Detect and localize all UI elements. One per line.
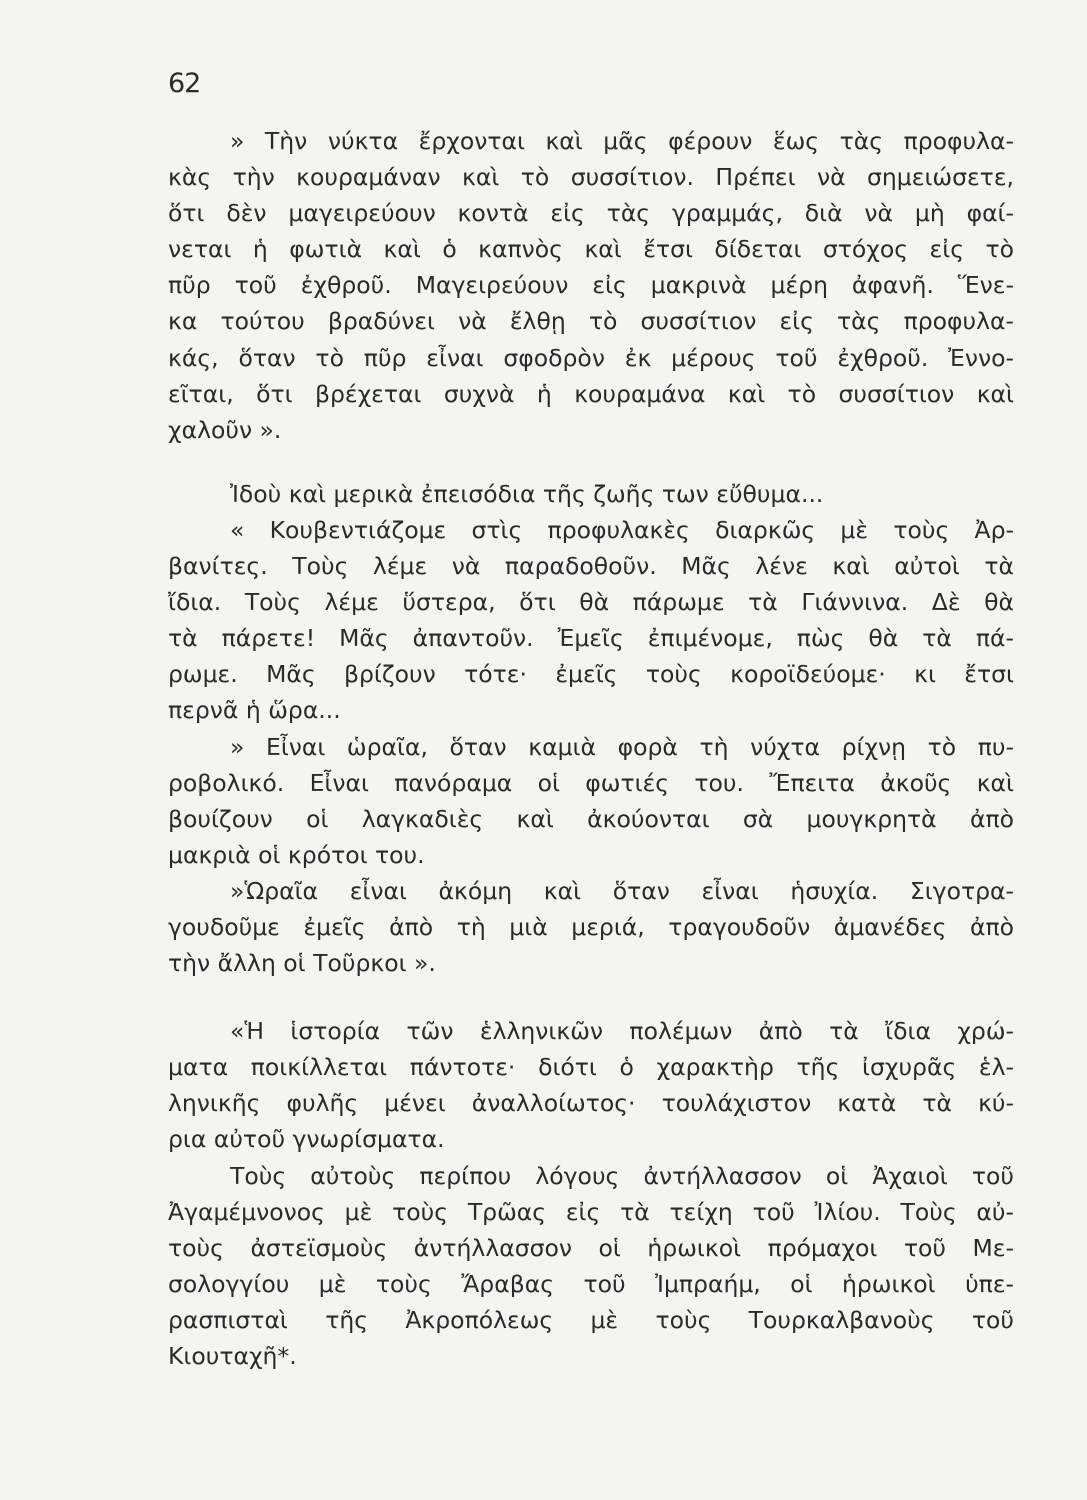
text-line: Κιουταχῆ*. [168,1342,297,1370]
text-line: ματα ποικίλλεται πάντοτε· διότι ὁ χαρακτὴρ τῆς ἰσχυρᾶς ἑλ- [168,1053,1014,1082]
text-line: «Ἡ ἱστορία τῶν ἑλληνικῶν πολέμων ἀπὸ τὰ ἴδια χρώ- [230,1017,1014,1046]
text-line: σολογγίου μὲ τοὺς Ἄραβας τοῦ Ἰμπραήμ, οἱ ἡρωικοὶ ὑπε- [168,1269,1014,1298]
text-line: τὴν ἄλλη οἱ Τοῦρκοι ». [168,949,436,978]
text-line: Ἀγαμέμνονος μὲ τοὺς Τρῶας εἰς τὰ τείχη τοῦ Ἰλίου. Τοὺς αὐ- [168,1197,1014,1226]
text-line: ρωμε. Μᾶς βρίζουν τότε· ἐμεῖς τοὺς κοροϊδεύομε· κι ἔτσι [168,660,1014,689]
text-line: τοὺς ἀστεϊσμοὺς ἀντήλλασσον οἱ ἡρωικοὶ πρόμαχοι τοῦ Με- [168,1233,1014,1262]
text-line: ληνικῆς φυλῆς μένει ἀναλλοίωτος· τουλάχιστον κατὰ τὰ κύ- [168,1089,1014,1118]
text-line: νεται ἡ φωτιὰ καὶ ὁ καπνὸς καὶ ἔτσι δίδεται στόχος εἰς τὸ [168,235,1014,264]
text-line: κὰς τὴν κουραμάναν καὶ τὸ συσσίτιον. Πρέπει νὰ σημειώσετε, [168,163,1014,192]
text-line: χαλοῦν ». [168,415,282,444]
paragraph-6 [168,1013,1014,1157]
paragraph-7 [168,1158,1014,1375]
text-line: ρασπισταὶ τῆς Ἀκροπόλεως μὲ τοὺς Τουρκαλβανοὺς τοῦ [168,1305,1014,1334]
paragraph-4 [168,729,1014,873]
text-line: τὰ πάρετε! Μᾶς ἀπαντοῦν. Ἐμεῖς ἐπιμένομε, πὼς θὰ τὰ πά- [168,624,1014,653]
page-number: 62 [168,68,201,99]
paragraph-gap [168,448,1014,476]
text-line: ἴδια. Τοὺς λέμε ὕστερα, ὅτι θὰ πάρωμε τὰ Γιάννινα. Δὲ θὰ [168,588,1014,617]
paragraph-2 [168,476,1014,512]
paragraph-1 [168,123,1014,448]
body-text [168,123,1014,1374]
text-line: ὅτι δὲν μαγειρεύουν κοντὰ εἰς τὰς γραμμάς, διὰ νὰ μὴ φαί- [168,199,1014,228]
text-line: εῖται, ὅτι βρέχεται συχνὰ ἡ κουραμάνα καὶ τὸ συσσίτιον καὶ [168,379,1014,408]
text-line: βουίζουν οἱ λαγκαδιὲς καὶ ἀκούονται σὰ μουγκρητὰ ἀπὸ [168,804,1014,833]
paragraph-5 [168,873,1014,981]
text-line: περνᾶ ἡ ὥρα... [168,696,341,725]
text-line: ροβολικό. Εἶναι πανόραμα οἱ φωτιές του. Ἔπειτα ἀκοῦς καὶ [168,768,1014,797]
text-line: »Ὡραῖα εἶναι ἀκόμη καὶ ὅταν εἶναι ἡσυχία. Σιγοτρα- [230,876,1014,905]
text-line: Ἰδοὺ καὶ μερικὰ ἐπεισόδια τῆς ζωῆς των εὔθυμα... [230,479,824,508]
text-line: βανίτες. Τοὺς λέμε νὰ παραδοθοῦν. Μᾶς λένε καὶ αὐτοὶ τὰ [168,552,1014,581]
text-line: « Κουβεντιάζομε στὶς προφυλακὲς διαρκῶς μὲ τοὺς Ἀρ- [230,515,1014,544]
text-line: » Τὴν νύκτα ἔρχονται καὶ μᾶς φέρουν ἕως τὰς προφυλα- [230,127,1014,155]
text-line: πῦρ τοῦ ἐχθροῦ. Μαγειρεύουν εἰς μακρινὰ μέρη ἀφανῆ. Ἕνε- [168,271,1014,300]
text-line: κάς, ὅταν τὸ πῦρ εἶναι σφοδρὸν ἐκ μέρους τοῦ ἐχθροῦ. Ἐννο- [168,343,1014,372]
text-line: ρια αὐτοῦ γνωρίσματα. [168,1125,445,1154]
paragraph-gap [168,981,1014,1013]
paragraph-3 [168,512,1014,729]
text-line: μακριὰ οἱ κρότοι του. [168,840,425,869]
text-line: κα τούτου βραδύνει νὰ ἔλθῃ τὸ συσσίτιον εἰς τὰς προφυλα- [168,307,1014,336]
text-line: » Εἶναι ὡραῖα, ὅταν καμιὰ φορὰ τὴ νύχτα ρίχνῃ τὸ πυ- [230,732,1014,761]
text-line: Τοὺς αὐτοὺς περίπου λόγους ἀντήλλασσον οἱ Ἀχαιοὶ τοῦ [230,1161,1014,1190]
text-line: γουδοῦμε ἐμεῖς ἀπὸ τὴ μιὰ μεριά, τραγουδοῦν ἀμανέδες ἀπὸ [168,912,1014,941]
